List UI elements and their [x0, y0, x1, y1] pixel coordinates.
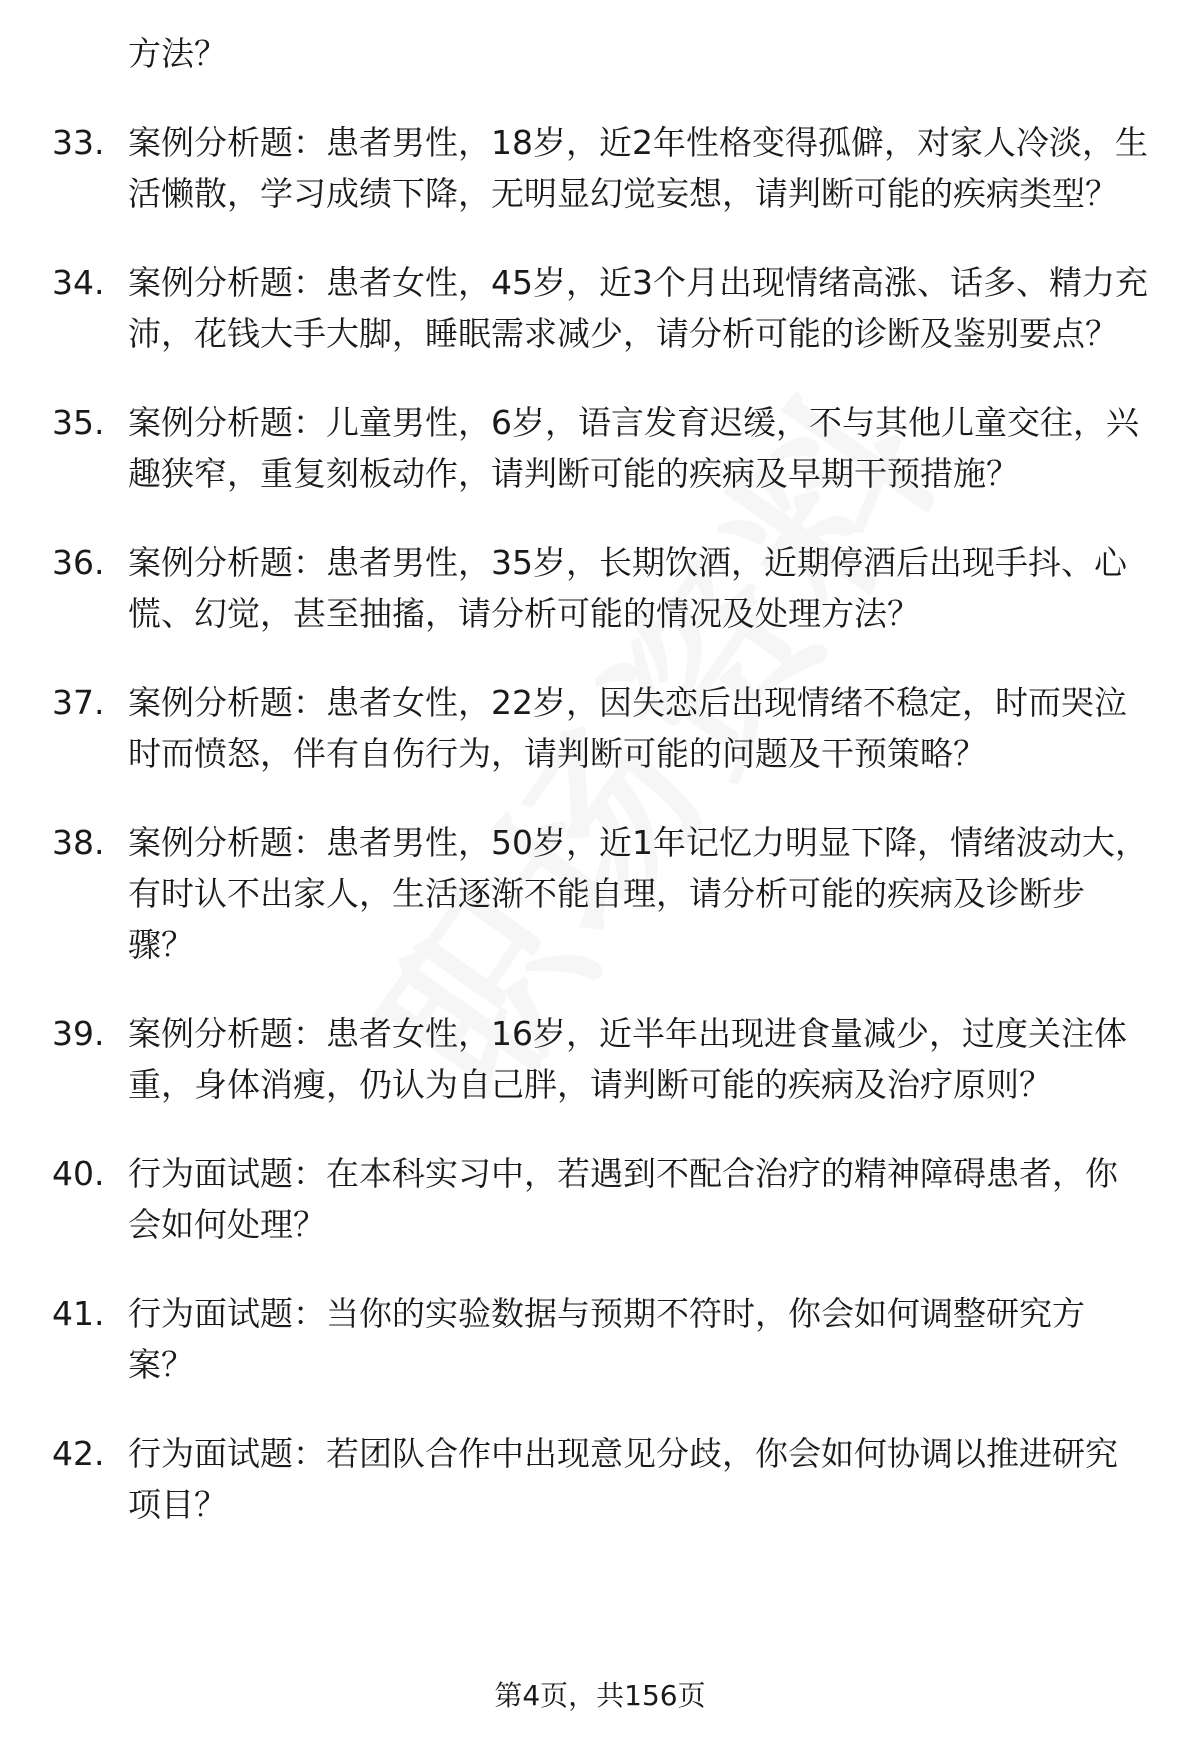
item-text: 案例分析题：患者男性，18岁，近2年性格变得孤僻，对家人冷淡，生活懒散，学习成绩下降，无明显幻觉妄想，请判断可能的疾病类型？ — [128, 123, 1148, 213]
item-text: 案例分析题：儿童男性，6岁，语言发育迟缓，不与其他儿童交往，兴趣狭窄，重复刻板动作，请判断可能的疾病及早期干预措施？ — [128, 403, 1139, 493]
list-item — [0, 537, 1200, 639]
item-text: 案例分析题：患者男性，50岁，近1年记忆力明显下降，情绪波动大，有时认不出家人，生活逐渐不能自理，请分析可能的疾病及诊断步骤？ — [128, 823, 1148, 964]
item-number: 35. — [52, 403, 105, 442]
page-footer: 第4页，共156页 — [494, 1679, 706, 1712]
item-number: 33. — [52, 123, 105, 162]
list-item — [0, 117, 1200, 219]
item-number: 41. — [52, 1294, 105, 1333]
list-item — [0, 397, 1200, 499]
list-item — [0, 1288, 1200, 1390]
list-item — [0, 1428, 1200, 1530]
item-text: 案例分析题：患者女性，16岁，近半年出现进食量减少，过度关注体重，身体消瘦，仍认为自己胖，请判断可能的疾病及治疗原则？ — [128, 1014, 1127, 1104]
item-number: 38. — [52, 823, 105, 862]
item-number: 42. — [52, 1434, 105, 1473]
list-item — [0, 677, 1200, 779]
list-item — [0, 1008, 1200, 1110]
item-text: 案例分析题：患者女性，45岁，近3个月出现情绪高涨、话多、精力充沛，花钱大手大脚，睡眠需求减少，请分析可能的诊断及鉴别要点？ — [128, 263, 1148, 353]
item-number: 37. — [52, 683, 105, 722]
list-item — [0, 257, 1200, 359]
item-number: 39. — [52, 1014, 105, 1053]
item-text: 行为面试题：在本科实习中，若遇到不配合治疗的精神障碍患者，你会如何处理？ — [128, 1154, 1118, 1244]
item-text: 案例分析题：患者男性，35岁，长期饮酒，近期停酒后出现手抖、心慌、幻觉，甚至抽搐，请分析可能的情况及处理方法？ — [128, 543, 1127, 633]
continuation-text: 方法？ — [128, 34, 227, 73]
item-text: 案例分析题：患者女性，22岁，因失恋后出现情绪不稳定，时而哭泣时而愤怒，伴有自伤行为，请判断可能的问题及干预策略？ — [128, 683, 1127, 773]
item-number: 40. — [52, 1154, 105, 1193]
item-number: 36. — [52, 543, 105, 582]
item-text: 行为面试题：当你的实验数据与预期不符时，你会如何调整研究方案？ — [128, 1294, 1085, 1384]
item-number: 34. — [52, 263, 105, 302]
list-item — [0, 817, 1200, 970]
item-text: 行为面试题：若团队合作中出现意见分歧，你会如何协调以推进研究项目？ — [128, 1434, 1118, 1524]
question-list — [0, 28, 1200, 1568]
list-item — [0, 1148, 1200, 1250]
